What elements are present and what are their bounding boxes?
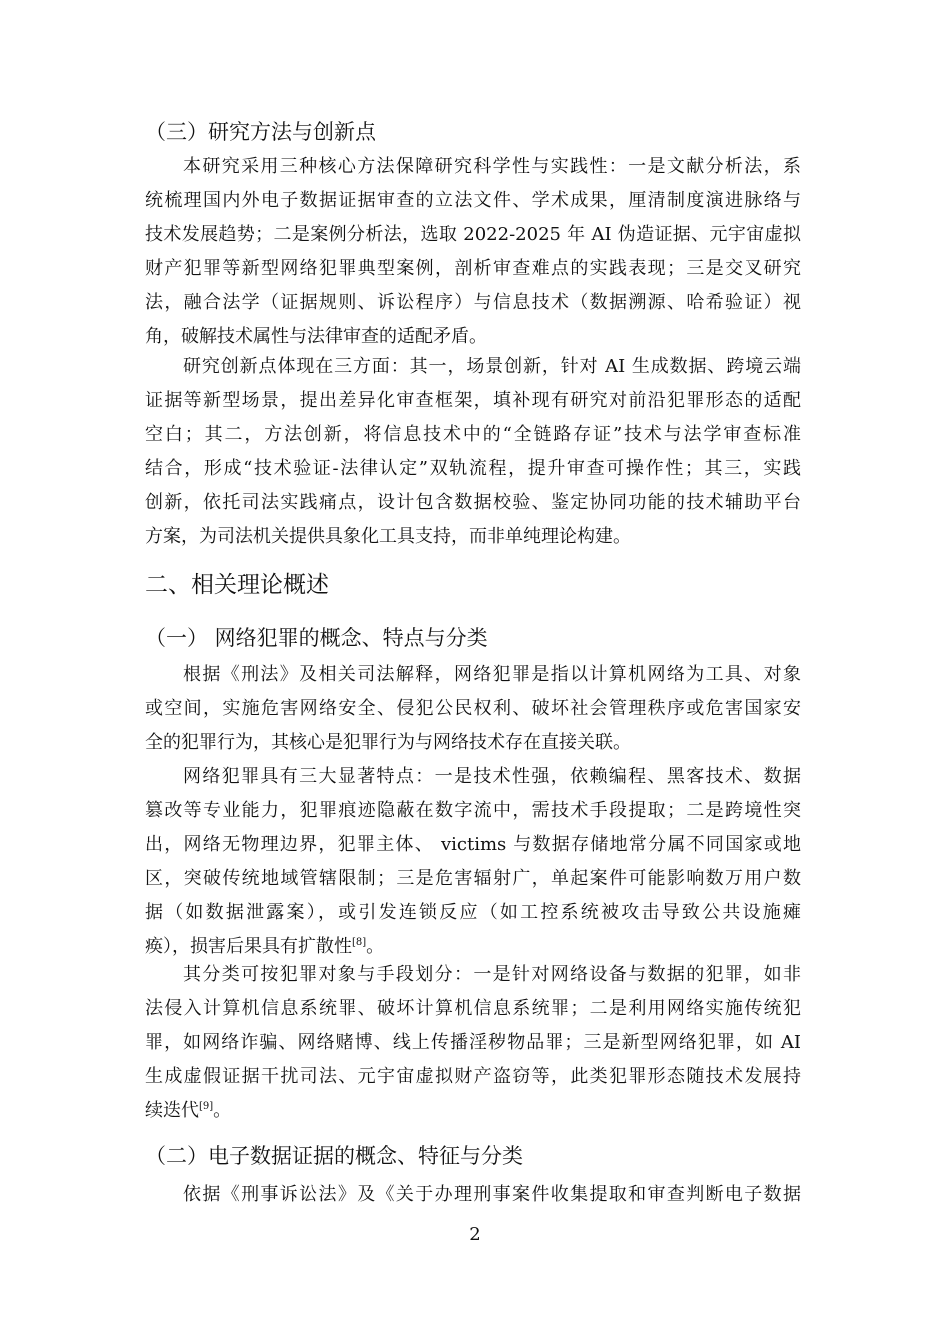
text-line: 创新，依托司法实践痛点，设计包含数据校验、鉴定协同功能的技术辅助平台 [145, 492, 801, 513]
text-line: 法，融合法学（证据规则、诉讼程序）与信息技术（数据溯源、哈希验证）视 [145, 292, 801, 313]
text-segment: 续迭代 [145, 1100, 199, 1121]
text-line: 依据《刑事诉讼法》及《关于办理刑事案件收集提取和审查判断电子数据 [183, 1184, 801, 1205]
text-line: 角，破解技术属性与法律审查的适配矛盾。 [145, 326, 487, 347]
text-line: 统梳理国内外电子数据证据审查的立法文件、学术成果，厘清制度演进脉络与 [145, 190, 801, 211]
text-line [145, 1094, 801, 1128]
text-line: 出，网络无物理边界，犯罪主体、 victims 与数据存储地常分属不同国家或地 [145, 834, 801, 855]
paragraph-cybercrime-features [145, 760, 801, 964]
text-line: 空白；其二，方法创新，将信息技术中的“全链路存证”技术与法学审查标准 [145, 424, 801, 445]
text-segment: 。 [213, 1100, 232, 1121]
paragraph-methods [145, 150, 801, 354]
text-line: 罪，如网络诈骗、网络赌博、线上传播淫秽物品罪；三是新型网络犯罪，如 AI [145, 1032, 801, 1053]
text-line: 根据《刑法》及相关司法解释，网络犯罪是指以计算机网络为工具、对象 [183, 664, 801, 685]
section-heading-evidence: （二）电子数据证据的概念、特征与分类 [145, 1144, 523, 1168]
paragraph-innovation [145, 350, 801, 554]
text-line: 结合，形成“技术验证-法律认定”双轨流程，提升审查可操作性；其三，实践 [145, 458, 801, 479]
page-number: 2 [469, 1224, 481, 1245]
paragraph-cybercrime-definition [145, 658, 801, 760]
text-line: 网络犯罪具有三大显著特点：一是技术性强，依赖编程、黑客技术、数据 [183, 766, 801, 787]
text-segment: 。 [366, 936, 385, 957]
text-line: 或空间，实施危害网络安全、侵犯公民权利、破坏社会管理秩序或危害国家安 [145, 698, 801, 719]
text-line: 区，突破传统地域管辖限制；三是危害辐射广，单起案件可能影响数万用户数 [145, 868, 801, 889]
citation: [9] [199, 1101, 214, 1112]
paragraph-cybercrime-classification [145, 958, 801, 1128]
text-line: 法侵入计算机信息系统罪、破坏计算机信息系统罪；二是利用网络实施传统犯 [145, 998, 801, 1019]
section-heading-cybercrime: （一） 网络犯罪的概念、特点与分类 [145, 626, 488, 650]
text-line: 篡改等专业能力，犯罪痕迹隐蔽在数字流中，需技术手段提取；二是跨境性突 [145, 800, 801, 821]
text-line: 据（如数据泄露案），或引发连锁反应（如工控系统被攻击导致公共设施瘫 [145, 902, 801, 923]
section-heading-methods: （三）研究方法与创新点 [145, 120, 376, 144]
text-line: 研究创新点体现在三方面：其一，场景创新，针对 AI 生成数据、跨境云端 [183, 356, 801, 377]
paragraph-evidence [145, 1178, 801, 1212]
text-line: 全的犯罪行为，其核心是犯罪行为与网络技术存在直接关联。 [145, 732, 631, 753]
citation: [8] [352, 937, 367, 948]
text-line: 其分类可按犯罪对象与手段划分：一是针对网络设备与数据的犯罪，如非 [183, 964, 801, 985]
text-segment: 痪），损害后果具有扩散性 [145, 936, 352, 957]
text-line: 技术发展趋势；二是案例分析法，选取 2022-2025 年 AI 伪造证据、元宇宙虚拟 [145, 224, 801, 245]
text-line: 财产犯罪等新型网络犯罪典型案例，剖析审查难点的实践表现；三是交叉研究 [145, 258, 801, 279]
text-line: 生成虚假证据干扰司法、元宇宙虚拟财产盗窃等，此类犯罪形态随技术发展持 [145, 1066, 801, 1087]
chapter-heading: 二、相关理论概述 [145, 572, 329, 598]
text-line: 本研究采用三种核心方法保障研究科学性与实践性：一是文献分析法，系 [183, 156, 801, 177]
text-line: 证据等新型场景，提出差异化审查框架，填补现有研究对前沿犯罪形态的适配 [145, 390, 801, 411]
text-line: 方案，为司法机关提供具象化工具支持，而非单纯理论构建。 [145, 526, 631, 547]
